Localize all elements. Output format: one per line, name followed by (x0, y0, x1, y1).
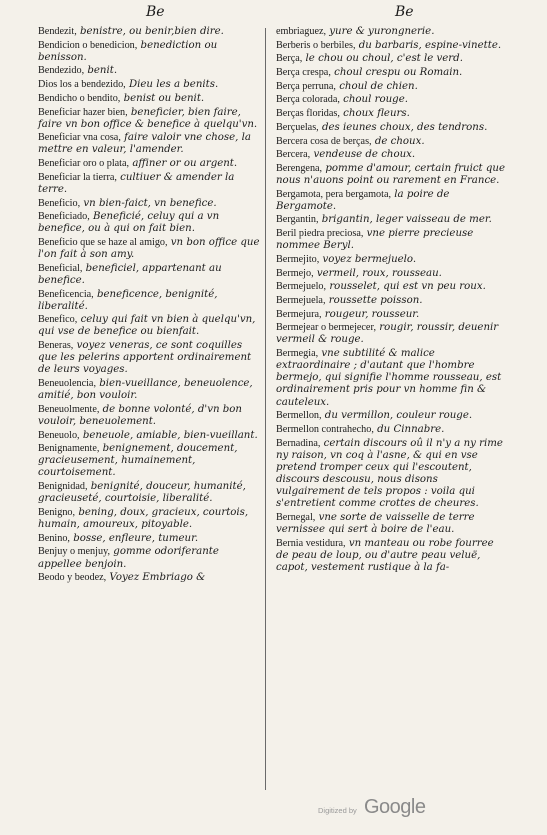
entry-headword: Beneficiar oro o plata, (38, 158, 130, 170)
dictionary-entry (38, 26, 262, 38)
dictionary-entry (276, 538, 506, 574)
entry-headword: Benignidad, (38, 481, 88, 493)
entry-definition: la poire de Bergamote. (276, 188, 450, 212)
entry-headword: Bermejuelo, (276, 281, 327, 293)
entry-definition: benit. (84, 65, 118, 77)
entry-definition: rougeur, rousseur. (321, 308, 420, 320)
entry-headword: Bendicho o bendito, (38, 92, 121, 104)
entry-definition: vermeil, roux, rousseau. (313, 267, 442, 279)
entry-headword: Bermejo, (276, 267, 314, 279)
entry-headword: Beneuolo, (38, 429, 80, 441)
entry-headword: Dios los a bendezido, (38, 79, 126, 91)
entry-headword: Bermellon, (276, 410, 322, 422)
entry-definition: voyez bermejuelo. (319, 253, 417, 265)
dictionary-entry (276, 424, 506, 436)
entry-definition: vendeuse de choux. (310, 149, 416, 161)
column-divider (265, 28, 266, 790)
entry-definition: vne pierre precieuse nommee Beryl. (276, 228, 474, 252)
entry-headword: Berça, (276, 53, 303, 65)
entry-headword: Bernadina, (276, 437, 321, 449)
entry-headword: Beneficial, (38, 262, 83, 274)
entry-headword: Beneficio que se haze al amigo, (38, 237, 168, 249)
entry-headword: Benigno, (38, 506, 76, 518)
dictionary-entry (38, 211, 262, 235)
entry-headword: Beneficiado, (38, 211, 90, 223)
entry-definition: yure & yurongnerie. (326, 26, 435, 37)
dictionary-entry (38, 378, 262, 402)
entry-headword: embriaguez, (276, 26, 327, 37)
entry-headword: Bergantin, (276, 214, 319, 226)
entry-headword: Berengena, (276, 162, 323, 174)
dictionary-entry (276, 94, 506, 106)
google-logo: Google (364, 796, 426, 818)
dictionary-entry (38, 507, 262, 531)
entry-headword: Bendicion o benedicion, (38, 39, 138, 51)
entry-definition: le chou ou choul, c'est le verd. (302, 53, 463, 65)
entry-definition: beneuole, amiable, bien-vueillant. (79, 429, 258, 441)
dictionary-entry (276, 410, 506, 422)
entry-definition: choul crespu ou Romain. (330, 67, 463, 79)
dictionary-entry (276, 438, 506, 511)
entry-definition: faire valoir vne chose, la mettre en valeur, l'amender. (38, 132, 251, 156)
entry-headword: Bendezido, (38, 65, 85, 77)
entry-headword: Beril piedra preciosa, (276, 228, 364, 240)
entry-definition: du vermillon, couleur rouge. (321, 410, 473, 422)
entry-definition: beneficence, benignité, liberalité. (38, 288, 218, 312)
dictionary-entry (276, 136, 506, 148)
entry-definition: de choux. (371, 135, 425, 147)
entry-definition: du barbaris, espine-vinette. (355, 39, 502, 51)
entry-definition: beneficiel, appartenant au benefice. (38, 262, 222, 286)
entry-definition: benignement, doucement, gracieusement, humainement, courtoisement. (38, 443, 238, 479)
dictionary-entry (38, 404, 262, 428)
dictionary-entry (38, 65, 262, 77)
entry-definition: Voyez Embriago & (106, 572, 206, 584)
dictionary-entry (276, 122, 506, 134)
dictionary-entry (276, 309, 506, 321)
entry-definition: cultiuer & amender la terre. (38, 171, 235, 195)
entry-headword: Berça colorada, (276, 94, 340, 106)
digitized-label: Digitized by (318, 806, 357, 815)
dictionary-entry (276, 149, 506, 161)
dictionary-entry (38, 93, 262, 105)
entry-definition: des ieunes choux, des tendrons. (318, 121, 488, 133)
entry-headword: Bermejura, (276, 308, 322, 320)
entry-headword: Bermejuela, (276, 294, 326, 306)
entry-headword: Benignamente, (38, 443, 100, 455)
dictionary-entry (276, 108, 506, 120)
dictionary-entry (38, 340, 262, 376)
dictionary-entry (276, 53, 506, 65)
dictionary-entry (276, 348, 506, 408)
dictionary-entry (38, 481, 262, 505)
entry-headword: Bendezit, (38, 26, 77, 37)
entry-headword: Beneficiar hazer bien, (38, 106, 128, 118)
entry-definition: certain discours oû il n'y a ny rime ny raison, vn coq à l'asne, & qui en vse pretend tromper ceux qui l'escoutent, discours descousu, nous disons vulgairement de tels propos : voila qui s'entretient comme crottes de cheures. (276, 437, 503, 510)
right-column (276, 26, 506, 575)
dictionary-entry (38, 314, 262, 338)
entry-definition: bosse, enfleure, tumeur. (69, 532, 199, 544)
entry-definition: Dieu les a benits. (125, 79, 219, 91)
entry-headword: Beneuolencia, (38, 378, 96, 390)
entry-headword: Berças floridas, (276, 108, 340, 120)
entry-headword: Beneuolmente, (38, 403, 100, 415)
entry-headword: Bermellon contrahecho, (276, 423, 374, 435)
dictionary-entry (276, 322, 506, 346)
entry-headword: Berça perruna, (276, 80, 336, 92)
entry-definition: choul de chien. (335, 80, 418, 92)
entry-definition: choux fleurs. (339, 108, 410, 120)
dictionary-entry (38, 172, 262, 196)
entry-definition: bien-vueillance, beneuolence, amitié, bon vouloir. (38, 378, 253, 402)
entry-headword: Beneficiar la tierra, (38, 171, 117, 183)
entry-definition: benignité, douceur, humanité, gracieuseté, courtoisie, liberalité. (38, 481, 246, 505)
dictionary-entry (38, 443, 262, 479)
dictionary-entry (276, 512, 506, 536)
entry-definition: brigantin, leger vaisseau de mer. (318, 214, 492, 226)
left-column (38, 26, 262, 586)
dictionary-entry (276, 163, 506, 187)
running-header-left: Be (146, 4, 165, 20)
dictionary-entry (38, 107, 262, 131)
entry-headword: Bernia vestidura, (276, 537, 346, 549)
entry-headword: Bermejito, (276, 253, 320, 265)
dictionary-entry (276, 40, 506, 52)
entry-definition: pomme d'amour, certain fruict que nous n'auons point ou rarement en France. (276, 162, 506, 186)
entry-headword: Berberis o berbiles, (276, 39, 356, 51)
entry-headword: Benino, (38, 532, 70, 544)
entry-definition: benistre, ou benir,bien dire. (76, 26, 224, 37)
entry-definition: beneficier, bien faire, faire vn bon office & benefice à quelqu'vn. (38, 106, 258, 130)
entry-definition: bening, doux, gracieux, courtois, humain, amoureux, pitoyable. (38, 506, 249, 531)
entry-definition: benediction ou benisson. (38, 39, 218, 63)
entry-headword: Benefico, (38, 314, 78, 326)
entry-headword: Bergamota, pera bergamota, (276, 188, 392, 200)
entry-definition: voyez veneras, ce sont coquilles que les pelerins apportent ordinairement de leurs voyages. (38, 340, 252, 376)
entry-headword: Beneficiar vna cosa, (38, 132, 121, 144)
dictionary-entry (38, 132, 262, 156)
digitized-watermark (318, 796, 438, 822)
entry-definition: du Cinnabre. (373, 423, 445, 435)
dictionary-entry (276, 254, 506, 266)
entry-headword: Bercera, (276, 149, 311, 161)
entry-headword: Beneficencia, (38, 288, 94, 300)
dictionary-entry (276, 281, 506, 293)
entry-definition: vne sorte de vaisselle de terre vernissee qui sert à boire de l'eau. (276, 511, 475, 535)
entry-definition: rousselet, qui est vn peu roux. (326, 281, 486, 293)
entry-definition: vne subtilité & malice extraordinaire ; d'autant que l'hombre bermejo, qui signifie l'homme rousseau, est ordinairement pris pour vn homme fin & cauteleux. (276, 348, 502, 408)
dictionary-entry (38, 572, 262, 584)
entry-definition: vn bon office que l'on fait à son amy. (38, 237, 260, 261)
entry-definition: vn manteau ou robe fourree de peau de loup, ou d'autre peau veluë, capot, vestement rustique à la fa- (276, 537, 494, 573)
entry-definition: choul rouge. (339, 94, 408, 106)
entry-definition: celuy qui fait vn bien à quelqu'vn, qui vse de benefice ou bienfait. (38, 314, 256, 338)
entry-headword: Bercera cosa de berças, (276, 135, 372, 147)
entry-headword: Bermegia, (276, 348, 319, 360)
dictionary-entry (38, 263, 262, 287)
dictionary-entry (38, 289, 262, 313)
dictionary-entry (276, 67, 506, 79)
dictionary-entry (276, 295, 506, 307)
entry-headword: Bernegal, (276, 511, 316, 523)
dictionary-entry (38, 158, 262, 170)
dictionary-entry (276, 214, 506, 226)
entry-definition: rougir, roussir, deuenir vermeil & rouge. (276, 322, 499, 346)
entry-headword: Benjuy o menjuy, (38, 546, 111, 558)
dictionary-entry (38, 533, 262, 545)
entry-headword: Beodo y beodez, (38, 572, 107, 584)
entry-headword: Bermejear o bermejecer, (276, 322, 376, 334)
dictionary-entry (38, 430, 262, 442)
dictionary-entry (38, 79, 262, 91)
entry-definition: Beneficié, celuy qui a vn benefice, ou à qui on fait bien. (38, 211, 220, 235)
entry-definition: gomme odoriferante appellee benjoin. (38, 546, 219, 570)
entry-definition: affiner or ou argent. (129, 158, 238, 170)
entry-headword: Beneficio, (38, 197, 81, 209)
entry-definition: roussette poisson. (325, 294, 423, 306)
dictionary-entry (276, 81, 506, 93)
dictionary-entry (276, 228, 506, 252)
entry-definition: vn bien-faict, vn benefice. (80, 197, 217, 209)
entry-definition: de bonne volonté, d'vn bon vouloir, beneuolement. (38, 403, 242, 427)
dictionary-entry (38, 198, 262, 210)
dictionary-entry (276, 189, 506, 213)
entry-headword: Beneras, (38, 340, 74, 352)
dictionary-entry (38, 546, 262, 570)
entry-headword: Berçuelas, (276, 121, 319, 133)
dictionary-entry (276, 268, 506, 280)
entry-definition: benist ou benit. (120, 92, 205, 104)
running-header-right: Be (395, 4, 414, 20)
dictionary-entry (276, 26, 506, 38)
entry-headword: Berça crespa, (276, 67, 331, 79)
dictionary-entry (38, 237, 262, 261)
dictionary-entry (38, 40, 262, 64)
